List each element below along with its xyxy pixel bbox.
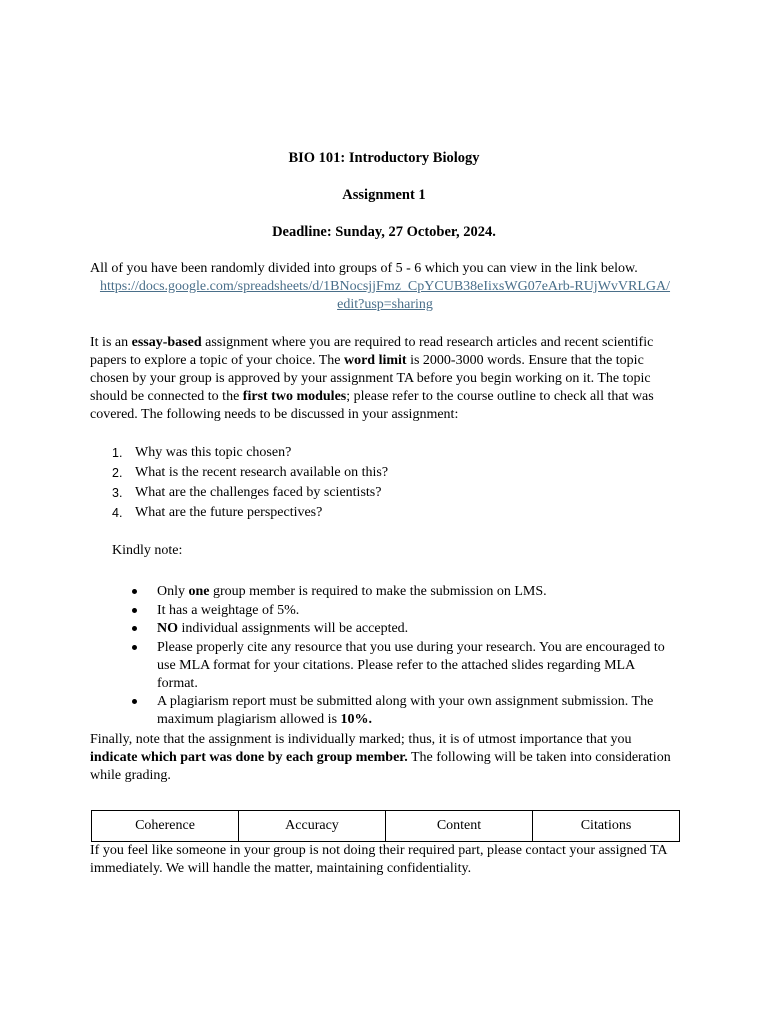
table-row: [92, 811, 680, 842]
bullet-icon: [132, 645, 137, 650]
description-text: ; please refer to the course outline to check all that was covered. The following needs to be discussed in your assignment:: [90, 389, 654, 422]
assignment-title: Assignment 1: [342, 187, 426, 203]
criteria-cell: Content: [386, 811, 533, 842]
list-item: [110, 463, 670, 483]
bullet-icon: [132, 626, 137, 631]
description-text: is 2000-3000 words. Ensure that the topic chosen by your group is approved by your assignment TA before you begin working on it. The topic should be connected to the: [90, 353, 651, 404]
first-two-modules-emphasis: first two modules: [242, 389, 347, 404]
question-text: Why was this topic chosen?: [135, 445, 292, 460]
group-sheet-link-continued[interactable]: edit?usp=sharing: [337, 297, 433, 312]
bullet-icon: [132, 699, 137, 704]
discussion-questions-list: [110, 443, 670, 523]
description-paragraph: [90, 334, 680, 424]
word-limit-emphasis: word limit: [343, 353, 407, 368]
finally-paragraph: [90, 731, 680, 785]
note-emphasis: 10%.: [340, 712, 373, 727]
note-text: It has a weightage of 5%.: [157, 602, 300, 618]
footer-paragraph: If you feel like someone in your group is not doing their required part, please contact your assigned TA immediately. We will handle the matter, maintaining confidentiality.: [90, 843, 667, 876]
list-item: [130, 693, 678, 729]
bullet-icon: [132, 608, 137, 613]
group-sheet-link[interactable]: https://docs.google.com/spreadsheets/d/1BNocsjjFmz_CpYCUB38eIixsWG07eArb-RUjWvVRLGA/: [99, 279, 671, 294]
list-item: [110, 503, 670, 523]
note-text: individual assignments will be accepted.: [178, 621, 409, 636]
essay-based-emphasis: essay-based: [131, 335, 202, 350]
note-text: Please properly cite any resource that you use during your research. You are encouraged to use MLA format for your citations. Please refer to the attached slides regarding MLA format.: [157, 639, 665, 691]
criteria-cell: Coherence: [92, 811, 239, 842]
finally-text: Finally, note that the assignment is individually marked; thus, it is of utmost importance that you: [90, 732, 632, 747]
question-text: What are the challenges faced by scientists?: [135, 485, 382, 500]
list-item: [110, 483, 670, 503]
criteria-cell: Accuracy: [239, 811, 386, 842]
finally-text: The following will be taken into consideration while grading.: [90, 750, 671, 783]
course-title: BIO 101: Introductory Biology: [288, 150, 480, 166]
list-number: 1.: [112, 446, 123, 460]
intro-paragraph: [90, 260, 680, 314]
notes-list: [130, 583, 678, 730]
description-text: It is an: [90, 335, 132, 350]
grading-criteria-table: [91, 810, 680, 842]
list-number: 4.: [112, 506, 123, 520]
question-text: What are the future perspectives?: [135, 505, 323, 520]
list-item: [130, 583, 678, 601]
note-text: group member is required to make the submission on LMS.: [209, 584, 547, 599]
list-number: 2.: [112, 466, 123, 480]
criteria-cell: Citations: [533, 811, 680, 842]
note-emphasis: one: [188, 584, 210, 599]
list-number: 3.: [112, 486, 123, 500]
note-text: A plagiarism report must be submitted along with your own assignment submission. The maximum plagiarism allowed is: [157, 694, 654, 727]
kindly-note-label: Kindly note:: [112, 543, 183, 558]
list-item: [130, 639, 678, 693]
list-item: [110, 443, 670, 463]
question-text: What is the recent research available on this?: [135, 465, 389, 480]
note-text: Only: [157, 584, 189, 599]
description-text: assignment where you are required to read research articles and recent scientific papers to explore a topic of your choice. The: [90, 335, 654, 368]
list-item: [130, 620, 678, 638]
intro-text: All of you have been randomly divided into groups of 5 - 6 which you can view in the link below.: [90, 261, 638, 276]
deadline-line: Deadline: Sunday, 27 October, 2024.: [272, 224, 496, 240]
note-emphasis: NO: [157, 621, 178, 636]
finally-emphasis: indicate which part was done by each group member.: [90, 750, 408, 765]
list-item: [130, 602, 678, 620]
bullet-icon: [132, 589, 137, 594]
